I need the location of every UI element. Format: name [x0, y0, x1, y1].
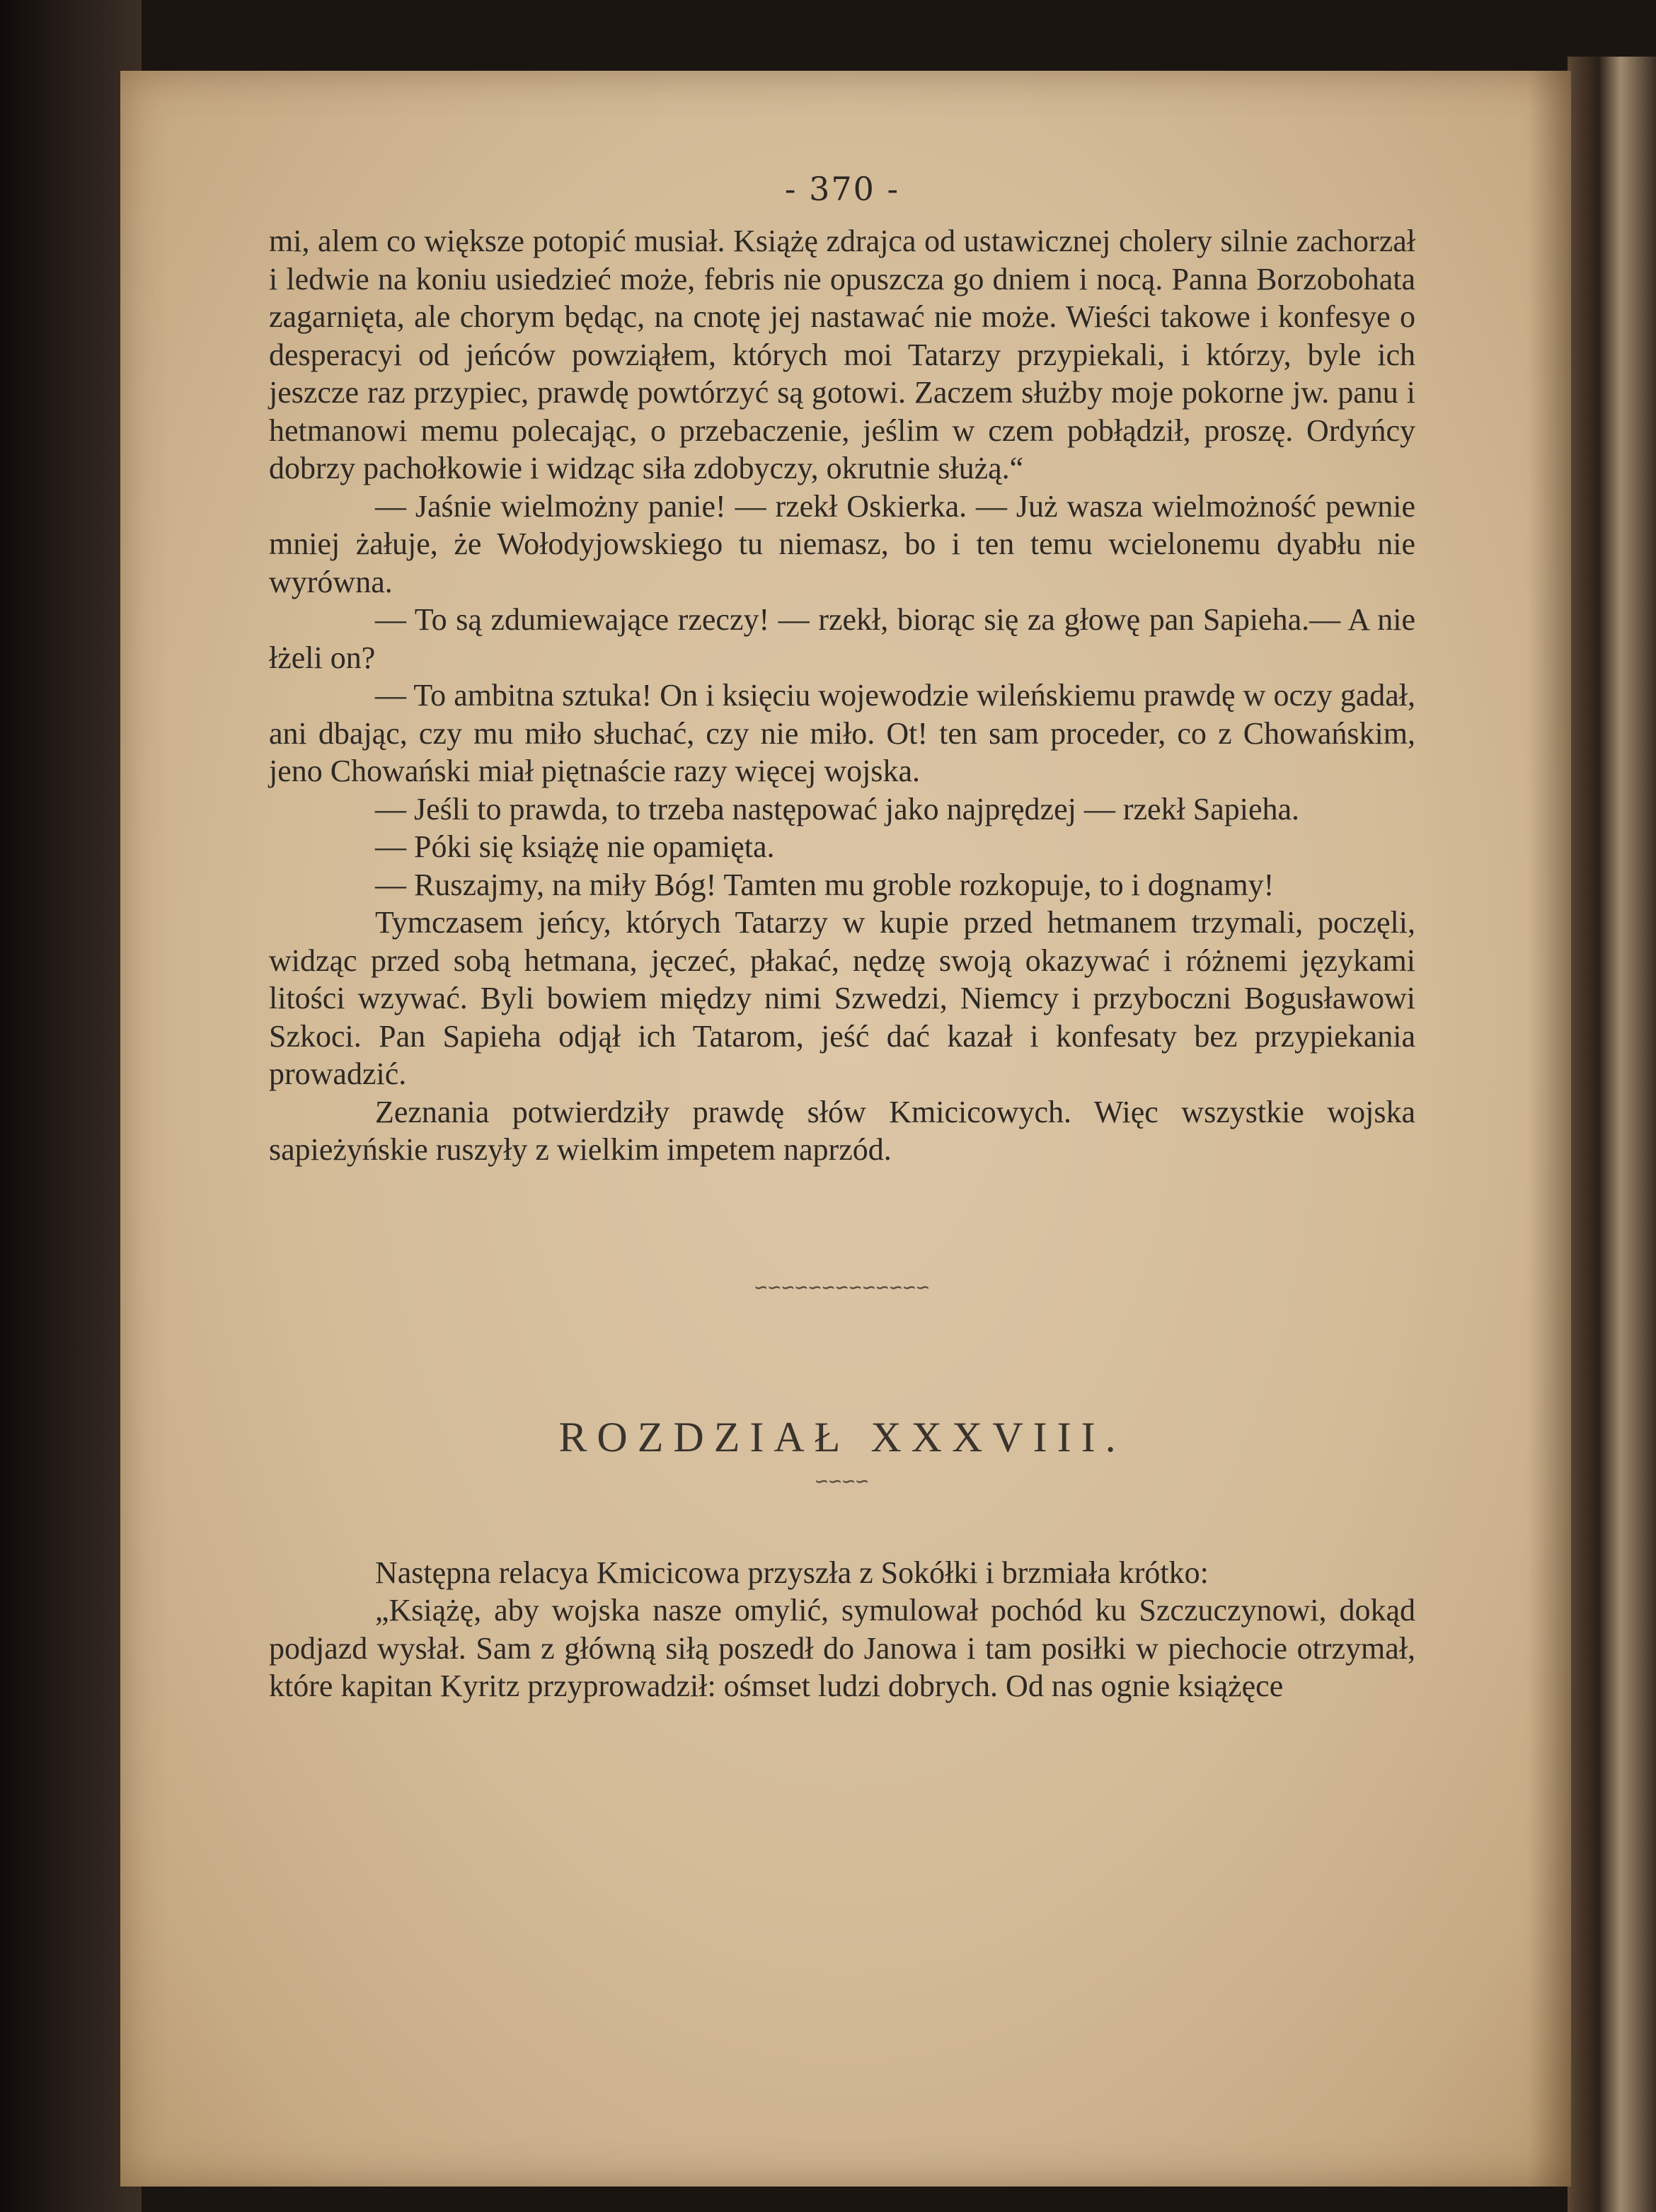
book-edge-right	[1568, 57, 1656, 2212]
chapter-paragraph-2: „Książę, aby wojska nasze omylić, symulował pochód ku Szczuczynowi, dokąd podjazd wysłał. Sam z główną siłą poszedł do Janowa i tam posiłki w piechocie otrzymał, które kapitan Kyritz przyprowadził: ośmset ludzi dobrych. Od nas ognie książęce	[269, 1593, 1415, 1703]
chapter-ornament: ∽∽∽∽	[815, 1468, 870, 1494]
paragraph-6: — Póki się książę nie opamięta.	[375, 829, 775, 864]
paragraph-4: — To ambitna sztuka! On i księciu wojewodzie wileńskiemu prawdę w oczy gadał, ani dbając, czy mu miło słuchać, czy nie miło. Ot! ten sam proceder, co z Chowańskim, jeno Chowański miał piętnaście razy więcej wojska.	[269, 678, 1415, 788]
paragraph-2: — Jaśnie wielmożny panie! — rzekł Oskierka. — Już wasza wielmożność pewnie mniej żałuje, że Wołodyjowskiego tu niemasz, bo i ten temu wcielonemu dyabłu nie wyrówna.	[269, 488, 1415, 599]
section-ornament: ∽∽∽∽∽∽∽∽∽∽∽∽∽	[754, 1274, 930, 1300]
paragraph-9: Zeznania potwierdziły prawdę słów Kmicicowych. Więc wszystkie wojska sapieżyńskie ruszyły z wielkim impetem naprzód.	[269, 1094, 1415, 1167]
chapter-heading: ROZDZIAŁ XXXVIII.	[558, 1413, 1126, 1461]
paragraph-1: mi, alem co większe potopić musiał. Książę zdrajca od ustawicznej cholery silnie zachorzał i ledwie na koniu usiedzieć może, febris nie opuszcza go dniem i nocą. Panna Borzobohata zagarnięta, ale chorym będąc, na cnotę jej nastawać nie może. Wieści takowe i konfesye o desperacyi od jeńców powziąłem, których moi Tatarzy przypiekali, i którzy, byle ich jeszcze raz przypiec, prawdę powtórzyć są gotowi. Zaczem służby moje pokorne jw. panu i hetmanowi memu polecając, o przebaczenie, jeślim w czem pobłądził, proszę. Ordyńcy dobrzy pachołkowie i widząc siła zdobyczy, okrutnie służą.“	[269, 224, 1415, 485]
page-number: - 370 -	[784, 170, 900, 208]
paragraph-3: — To są zdumiewające rzeczy! — rzekł, biorąc się za głowę pan Sapieha.— A nie łżeli on?	[269, 602, 1415, 675]
page-text-block	[269, 170, 1415, 1705]
page-gutter-shadow	[1529, 71, 1571, 2187]
paragraph-7: — Ruszajmy, na miły Bóg! Tamten mu groble rozkopuje, to i dognamy!	[375, 867, 1275, 902]
chapter-paragraph-1: Następna relacya Kmicicowa przyszła z Sokółki i brzmiała krótko:	[375, 1555, 1209, 1590]
paragraph-8: Tymczasem jeńcy, których Tatarzy w kupie przed hetmanem trzymali, poczęli, widząc przed sobą hetmana, jęczeć, płakać, nędzę swoją okazywać i różnemi językami litości wzywać. Byli bowiem między nimi Szwedzi, Niemcy i przyboczni Bogusławowi Szkoci. Pan Sapieha odjął ich Tatarom, jeść dać kazał i konfesaty bez przypiekania prowadzić.	[269, 905, 1415, 1091]
paragraph-5: — Jeśli to prawda, to trzeba następować jako najprędzej — rzekł Sapieha.	[375, 791, 1300, 826]
